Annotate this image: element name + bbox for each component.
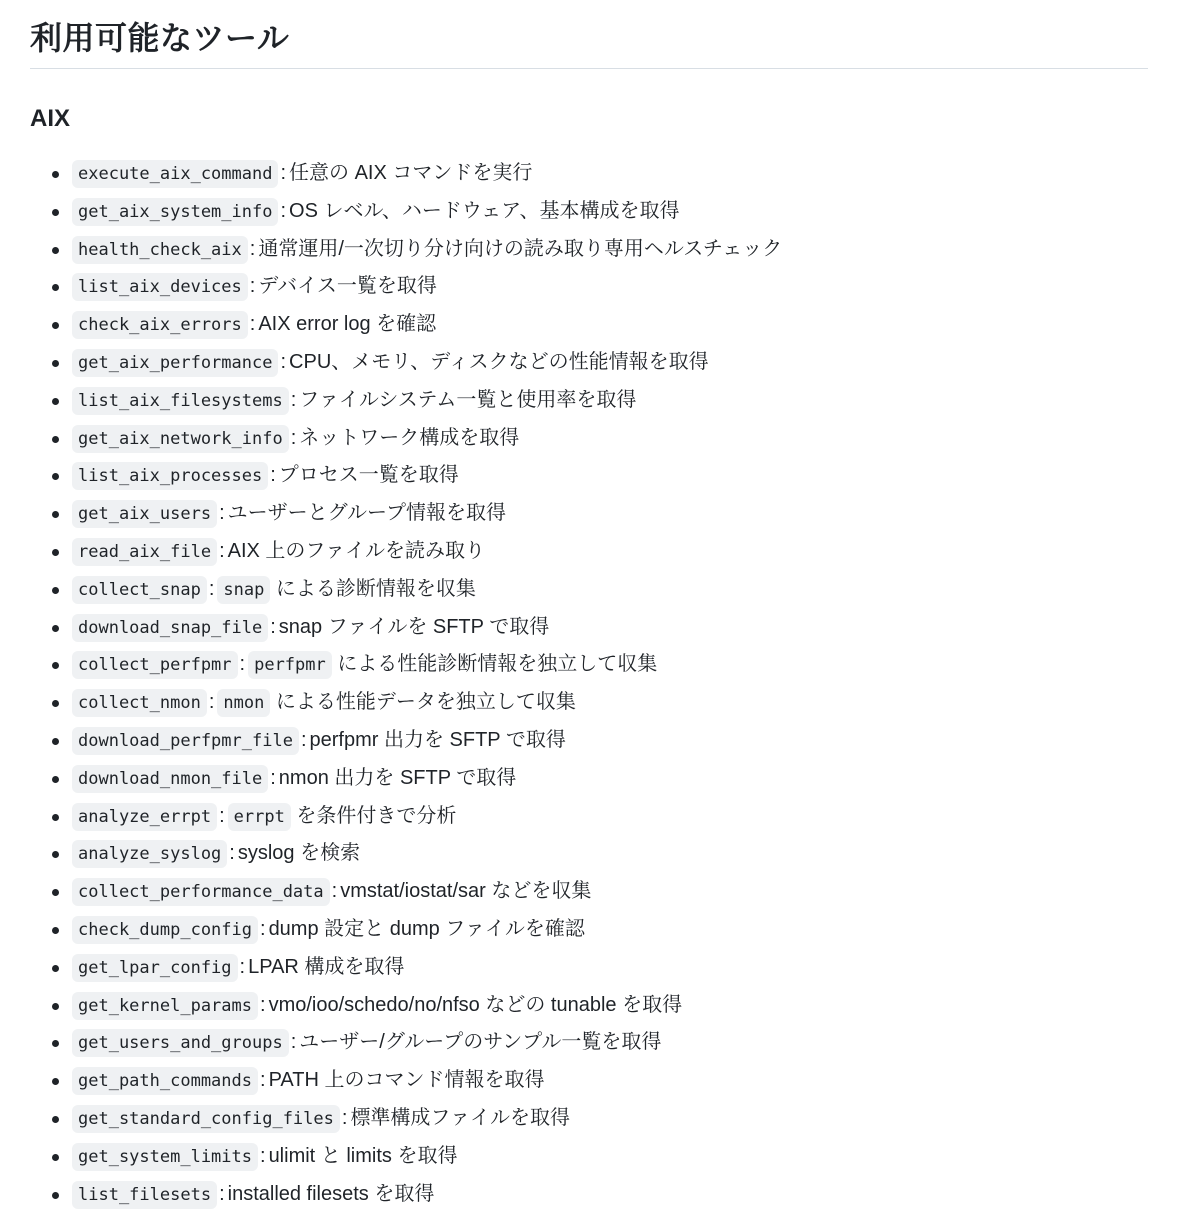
tool-description: LPAR 構成を取得 — [248, 955, 405, 978]
tool-description: デバイス一覧を取得 — [258, 275, 437, 298]
tool-list-item — [30, 646, 1148, 684]
tool-list-item — [30, 684, 1148, 722]
tool-description: 任意の AIX コマンドを実行 — [289, 162, 533, 184]
tool-list-item — [30, 609, 1148, 647]
tool-name-code: get_system_limits — [72, 1143, 258, 1171]
tool-name-code: get_aix_users — [72, 500, 217, 528]
tool-name-code: list_aix_filesystems — [72, 387, 289, 415]
tool-list-item — [30, 344, 1148, 382]
bullet-icon — [52, 473, 59, 480]
tool-name-code: get_users_and_groups — [72, 1029, 289, 1057]
separator-colon: : — [290, 426, 297, 449]
tool-description: ネットワーク構成を取得 — [299, 426, 520, 449]
separator-colon: : — [280, 199, 287, 222]
tool-description: syslog を検索 — [237, 842, 361, 865]
tool-description: PATH 上のコマンド情報を取得 — [268, 1069, 545, 1092]
tool-name-code: analyze_errpt — [72, 803, 217, 831]
separator-colon: : — [249, 275, 256, 298]
bullet-icon — [52, 965, 59, 972]
bullet-icon — [52, 738, 59, 745]
separator-colon: : — [260, 917, 266, 940]
bullet-icon — [52, 1040, 59, 1047]
tool-list-item — [30, 722, 1148, 760]
bullet-icon — [52, 398, 59, 405]
tool-name-code: get_aix_performance — [72, 349, 278, 377]
tool-name-code: get_lpar_config — [72, 954, 238, 982]
bullet-icon — [52, 1003, 59, 1010]
tool-list-item — [30, 193, 1148, 231]
bullet-icon — [52, 1078, 59, 1085]
page-title: 利用可能なツール — [30, 0, 1148, 69]
tool-description: CPU、メモリ、ディスクなどの性能情報を取得 — [289, 350, 709, 373]
separator-colon: : — [270, 766, 276, 789]
bullet-icon — [52, 360, 59, 367]
tool-list-item — [30, 533, 1148, 571]
tool-description: AIX error log を確認 — [258, 313, 437, 336]
tool-list-item — [30, 798, 1148, 836]
tool-description: による性能データを独立して収集 — [275, 691, 576, 714]
tool-list-item — [30, 1138, 1148, 1176]
tool-name-code: analyze_syslog — [72, 840, 227, 868]
tool-list-item — [30, 571, 1148, 609]
tool-name-code: execute_aix_command — [72, 160, 278, 188]
separator-colon: : — [270, 464, 276, 487]
tool-list-item — [30, 495, 1148, 533]
separator-colon: : — [260, 1069, 266, 1092]
bullet-icon — [52, 1116, 59, 1123]
separator-colon: : — [219, 804, 225, 827]
separator-colon: : — [239, 653, 246, 676]
separator-colon: : — [331, 880, 338, 903]
inline-command-code: errpt — [228, 803, 291, 831]
tool-description: nmon 出力を SFTP で取得 — [278, 766, 517, 789]
tool-name-code: get_aix_network_info — [72, 425, 289, 453]
bullet-icon — [52, 851, 59, 858]
tool-list — [30, 155, 1148, 1213]
tool-name-code: collect_snap — [72, 576, 207, 604]
tool-description: snap ファイルを SFTP で取得 — [278, 615, 550, 638]
tool-list-item — [30, 306, 1148, 344]
tool-description: を条件付きで分析 — [296, 804, 457, 827]
tool-name-code: list_aix_processes — [72, 462, 268, 490]
tool-name-code: get_path_commands — [72, 1067, 258, 1095]
bullet-icon — [52, 625, 59, 632]
tool-description: OS レベル、ハードウェア、基本構成を取得 — [289, 199, 680, 222]
tool-description: による診断情報を収集 — [275, 577, 476, 600]
tool-list-item — [30, 911, 1148, 949]
bullet-icon — [52, 1154, 59, 1161]
separator-colon: : — [290, 388, 297, 411]
tool-list-item — [30, 987, 1148, 1025]
tool-list-item — [30, 1100, 1148, 1138]
bullet-icon — [52, 587, 59, 594]
tool-name-code: check_aix_errors — [72, 311, 248, 339]
bullet-icon — [52, 511, 59, 518]
separator-colon: : — [260, 1144, 266, 1167]
tool-description: ファイルシステム一覧と使用率を取得 — [299, 388, 637, 411]
bullet-icon — [52, 927, 59, 934]
tool-description: ユーザーとグループ情報を取得 — [227, 502, 507, 525]
separator-colon: : — [219, 539, 225, 562]
section-heading-aix: AIX — [30, 105, 71, 132]
bullet-icon — [52, 436, 59, 443]
tool-list-item — [30, 1062, 1148, 1100]
separator-colon: : — [249, 237, 256, 260]
separator-colon: : — [280, 350, 287, 373]
tool-list-item — [30, 760, 1148, 798]
bullet-icon — [52, 171, 59, 178]
tool-name-code: health_check_aix — [72, 236, 248, 264]
tool-description: 標準構成ファイルを取得 — [350, 1106, 571, 1129]
tool-name-code: read_aix_file — [72, 538, 217, 566]
bullet-icon — [52, 814, 59, 821]
tool-name-code: list_aix_devices — [72, 273, 248, 301]
tool-list-item — [30, 949, 1148, 987]
inline-command-code: snap — [217, 576, 270, 604]
bullet-icon — [52, 889, 59, 896]
tool-name-code: download_nmon_file — [72, 765, 268, 793]
tool-name-code: download_snap_file — [72, 614, 268, 642]
tool-name-code: get_standard_config_files — [72, 1105, 340, 1133]
tool-description: perfpmr 出力を SFTP で取得 — [309, 728, 566, 751]
tool-name-code: collect_perfpmr — [72, 651, 238, 679]
tool-description: プロセス一覧を取得 — [278, 464, 459, 487]
tool-description: vmo/ioo/schedo/no/nfso などの tunable を取得 — [268, 993, 683, 1016]
tool-description: AIX 上のファイルを読み取り — [227, 539, 486, 562]
inline-command-code: perfpmr — [248, 651, 332, 679]
bullet-icon — [52, 284, 59, 291]
separator-colon: : — [280, 162, 287, 184]
tool-list-item — [30, 835, 1148, 873]
separator-colon: : — [219, 502, 225, 525]
tool-name-code: download_perfpmr_file — [72, 727, 299, 755]
separator-colon: : — [270, 615, 276, 638]
bullet-icon — [52, 247, 59, 254]
tool-name-code: check_dump_config — [72, 916, 258, 944]
separator-colon: : — [249, 313, 256, 336]
tool-name-code: get_kernel_params — [72, 992, 258, 1020]
bullet-icon — [52, 209, 59, 216]
separator-colon: : — [239, 955, 246, 978]
tool-description: dump 設定と dump ファイルを確認 — [268, 917, 585, 940]
tool-list-item — [30, 382, 1148, 420]
tool-list-item — [30, 1176, 1148, 1214]
tool-description: vmstat/iostat/sar などを収集 — [340, 880, 592, 903]
separator-colon: : — [208, 577, 215, 600]
tool-description: による性能診断情報を独立して収集 — [337, 653, 658, 676]
tool-list-item — [30, 231, 1148, 269]
inline-command-code: nmon — [217, 689, 270, 717]
tool-list-item — [30, 420, 1148, 458]
separator-colon: : — [341, 1106, 348, 1129]
tool-list-item — [30, 873, 1148, 911]
tool-description: installed filesets を取得 — [227, 1182, 435, 1205]
separator-colon: : — [260, 993, 266, 1016]
separator-colon: : — [208, 691, 215, 714]
bullet-icon — [52, 662, 59, 669]
separator-colon: : — [300, 728, 307, 751]
separator-colon: : — [229, 842, 235, 865]
separator-colon: : — [219, 1182, 225, 1205]
tool-name-code: collect_performance_data — [72, 878, 330, 906]
tool-list-item — [30, 457, 1148, 495]
separator-colon: : — [290, 1031, 297, 1054]
tool-description: 通常運用/一次切り分け向けの読み取り専用ヘルスチェック — [258, 237, 783, 260]
tool-list-item — [30, 1024, 1148, 1062]
tool-description: ユーザー/グループのサンプル一覧を取得 — [299, 1031, 662, 1054]
tool-list-item — [30, 268, 1148, 306]
bullet-icon — [52, 776, 59, 783]
tool-name-code: collect_nmon — [72, 689, 207, 717]
tool-name-code: get_aix_system_info — [72, 198, 278, 226]
tool-name-code: list_filesets — [72, 1181, 217, 1209]
bullet-icon — [52, 700, 59, 707]
tool-description: ulimit と limits を取得 — [268, 1144, 458, 1167]
bullet-icon — [52, 549, 59, 556]
tool-list-item — [30, 155, 1148, 193]
bullet-icon — [52, 1192, 59, 1199]
bullet-icon — [52, 322, 59, 329]
